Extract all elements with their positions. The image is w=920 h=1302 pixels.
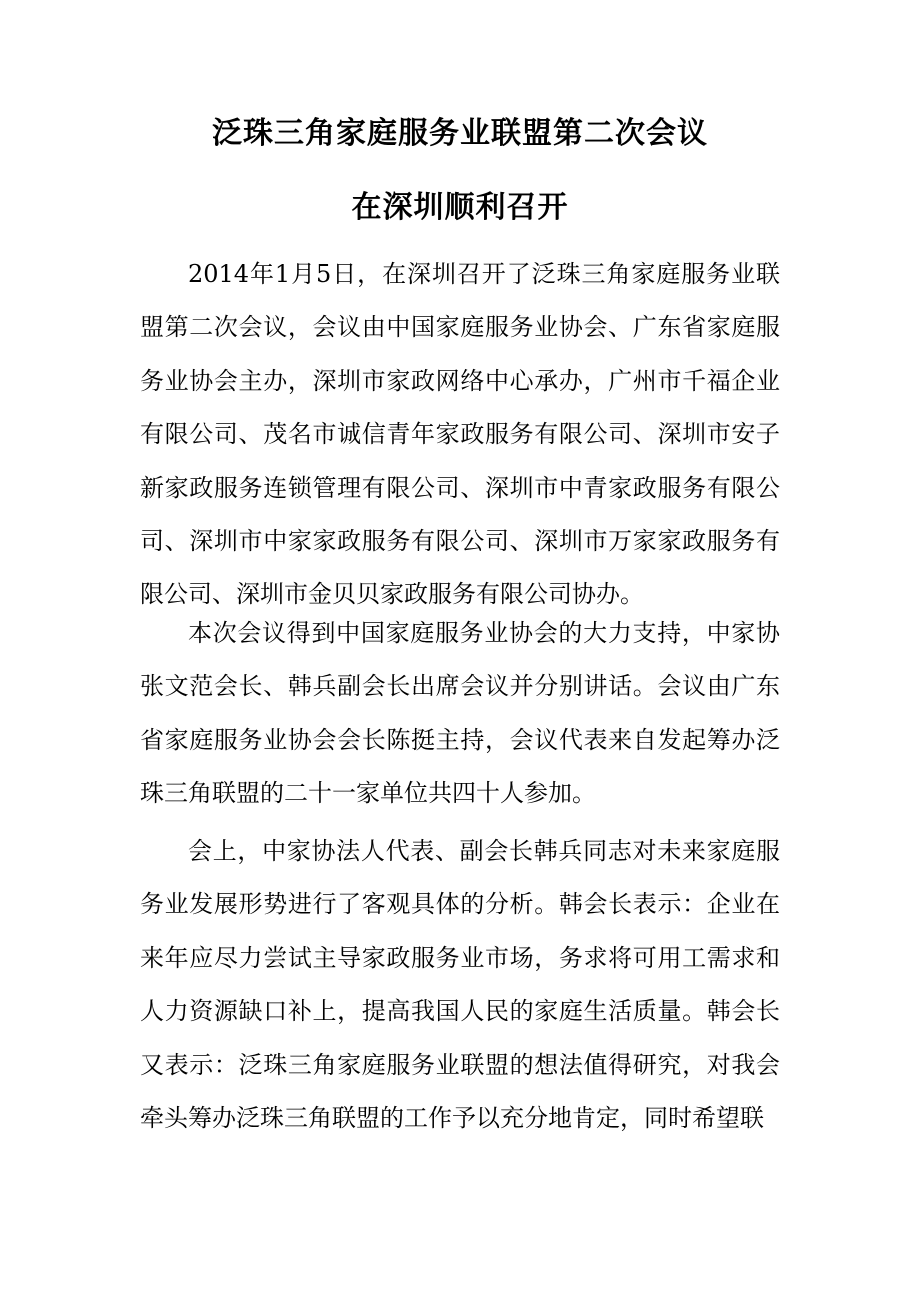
document-title-line-1: 泛珠三角家庭服务业联盟第二次会议: [212, 116, 708, 151]
paragraph-1: 2014年1月5日，在深圳召开了泛珠三角家庭服务业联盟第二次会议，会议由中国家庭服务业协会、广东省家庭服务业协会主办，深圳市家政网络中心承办，广州市千福企业有限公司、茂名市诚信青年家政服务有限公司、深圳市安子新家政服务连锁管理有限公司、深圳市中青家政服务有限公司、深圳市中家家政服务有限公司、深圳市万家家政服务有限公司、深圳市金贝贝家政服务有限公司协办。: [140, 260, 780, 609]
paragraph-2: 本次会议得到中国家庭服务业协会的大力支持，中家协张文范会长、韩兵副会长出席会议并分别讲话。会议由广东省家庭服务业协会会长陈挺主持，会议代表来自发起筹办泛珠三角联盟的二十一家单位共四十人参加。: [140, 619, 780, 808]
paragraph-3: 会上，中家协法人代表、副会长韩兵同志对未来家庭服务业发展形势进行了客观具体的分析。韩会长表示：企业在来年应尽力尝试主导家政服务业市场，务求将可用工需求和人力资源缺口补上，提高我国人民的家庭生活质量。韩会长又表示：泛珠三角家庭服务业联盟的想法值得研究，对我会牵头筹办泛珠三角联盟的工作予以充分地肯定，同时希望联: [140, 837, 780, 1133]
document-title-line-2: 在深圳顺利召开: [351, 190, 569, 225]
